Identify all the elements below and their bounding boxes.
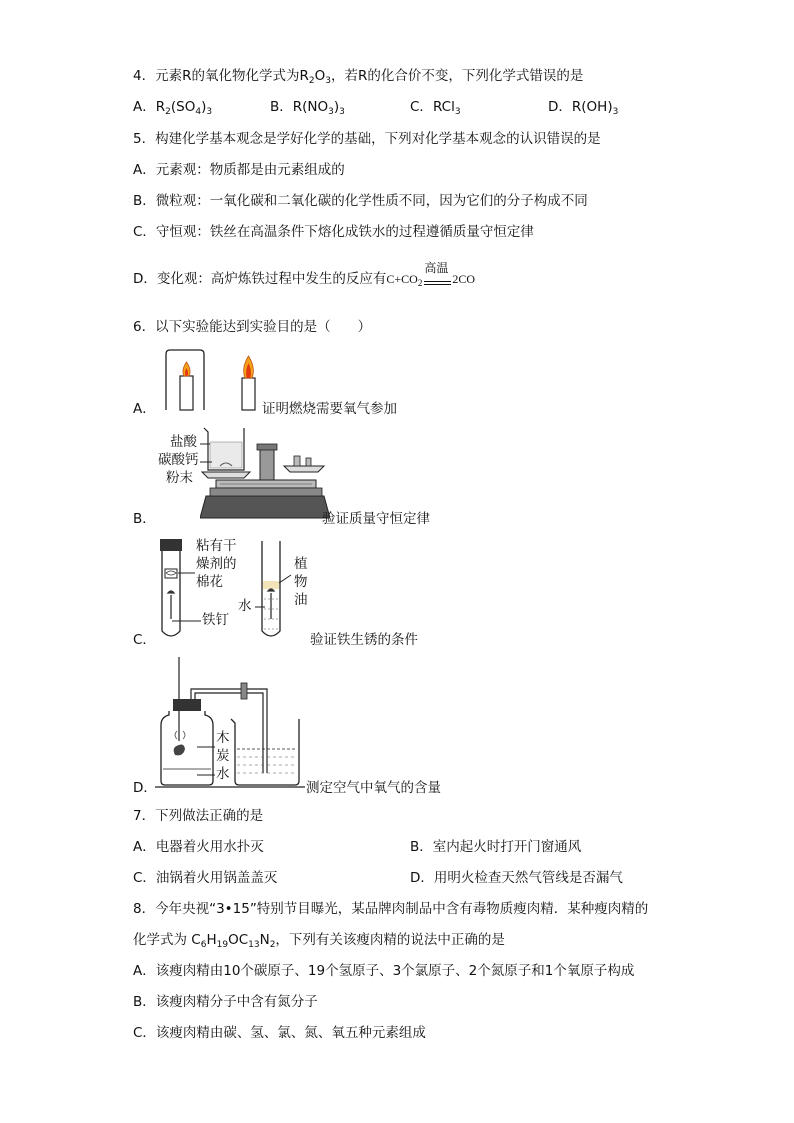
q6-b-label-caco3: 碳酸钙 xyxy=(158,452,199,468)
q7-stem: 7．下列做法正确的是 xyxy=(133,808,264,824)
q5-equation-equals xyxy=(424,281,451,282)
q6-c-label-3: 棉花 xyxy=(196,574,223,590)
q4-stem: 4．元素R的氧化物化学式为$R_2O_3$，若R的化合价不变，下列化学式错误的是 xyxy=(133,68,584,86)
q8-stem-line1: 8．今年央视“3•15”特别节目曝光，某品牌肉制品中含有毒物质瘦肉精．某种瘦肉精的 xyxy=(133,901,649,917)
q6-option-d-caption: 测定空气中氧气的含量 xyxy=(306,780,441,796)
q7-option-c: C．油锅着火用锅盖盖灭 xyxy=(133,870,278,886)
q6-option-a-caption: 证明燃烧需要氧气参加 xyxy=(262,401,397,417)
q6-c-label-oil-3: 油 xyxy=(294,592,308,608)
q6-c-label-water: 水 xyxy=(238,598,252,614)
stopper-icon xyxy=(173,699,201,711)
q6-d-label-charcoal-1: 木 xyxy=(216,730,230,746)
q5-equation-left: $C+CO_2$ xyxy=(386,272,423,288)
q6-a-figure xyxy=(160,348,272,412)
q4-option-d: D．$R(OH)_3$ xyxy=(548,99,619,117)
q8-option-a: A．该瘦肉精由10个碳原子、19个氢原子、3个氯原子、2个氮原子和1个氧原子构成 xyxy=(133,963,635,979)
q4-option-a: A．$R_2(SO_4)_3$ xyxy=(133,99,213,117)
q5-option-a: A．元素观：物质都是由元素组成的 xyxy=(133,162,345,178)
q6-option-c-caption: 验证铁生锈的条件 xyxy=(310,632,418,648)
q6-c-label-oil-1: 植 xyxy=(294,556,308,572)
q5-option-d: D．变化观：高炉炼铁过程中发生的反应有$C+CO_2$ 高温 2CO xyxy=(133,261,476,288)
q6-option-c-label: C． xyxy=(133,632,156,648)
q6-b-label-acid: 盐酸 xyxy=(170,434,197,450)
q5-stem: 5．构建化学基本观念是学好化学的基础，下列对化学基本观念的认识错误的是 xyxy=(133,131,601,147)
q6-option-b-label: B． xyxy=(133,511,156,527)
q6-option-d-label: D． xyxy=(133,780,157,796)
balance-base-icon xyxy=(200,496,330,518)
q6-b-label-powder: 粉末 xyxy=(166,470,193,486)
q7-option-b: B．室内起火时打开门窗通风 xyxy=(410,839,582,855)
q6-c-label-1: 粘有干 xyxy=(196,538,237,554)
q6-c-label-nail: 铁钉 xyxy=(202,612,229,628)
q5-option-c: C．守恒观：铁丝在高温条件下熔化成铁水的过程遵循质量守恒定律 xyxy=(133,224,534,240)
q6-c-label-2: 燥剂的 xyxy=(196,556,237,572)
stopper-icon xyxy=(160,539,182,551)
clamp-icon xyxy=(241,683,247,699)
q6-option-b-caption: 验证质量守恒定律 xyxy=(322,511,430,527)
q6-c-label-oil-2: 物 xyxy=(294,574,308,590)
q6-option-a-label: A． xyxy=(133,401,156,417)
bottle-icon xyxy=(161,711,213,785)
q4-option-b: B．$R(NO_3)_3$ xyxy=(270,99,345,117)
q5-option-b: B．微粒观：一氧化碳和二氧化碳的化学性质不同，因为它们的分子构成不同 xyxy=(133,193,588,209)
q5-equation-condition: 高温 xyxy=(424,261,449,275)
q6-d-figure xyxy=(155,655,305,791)
q6-d-label-water: 水 xyxy=(216,766,230,782)
q8-option-b: B．该瘦肉精分子中含有氮分子 xyxy=(133,994,318,1010)
q6-stem: 6．以下实验能达到实验目的是（ ） xyxy=(133,319,372,335)
q4-option-c: C．RCl$_3$ xyxy=(410,99,461,117)
q7-option-a: A．电器着火用水扑灭 xyxy=(133,839,264,855)
q5-equation-right: 2CO xyxy=(452,272,476,286)
q8-option-c: C．该瘦肉精由碳、氢、氯、氮、氧五种元素组成 xyxy=(133,1025,426,1041)
q6-d-label-charcoal-2: 炭 xyxy=(216,748,230,764)
q6-c-figure xyxy=(155,535,295,645)
beaker-icon xyxy=(231,719,299,785)
q6-b-figure xyxy=(200,420,330,524)
q8-stem-line2: 化学式为 $C_6H_{19}OC_{13}N_2$，下列有关该瘦肉精的说法中正确的是 xyxy=(133,932,505,950)
q7-option-d: D．用明火检查天然气管线是否漏气 xyxy=(410,870,623,886)
